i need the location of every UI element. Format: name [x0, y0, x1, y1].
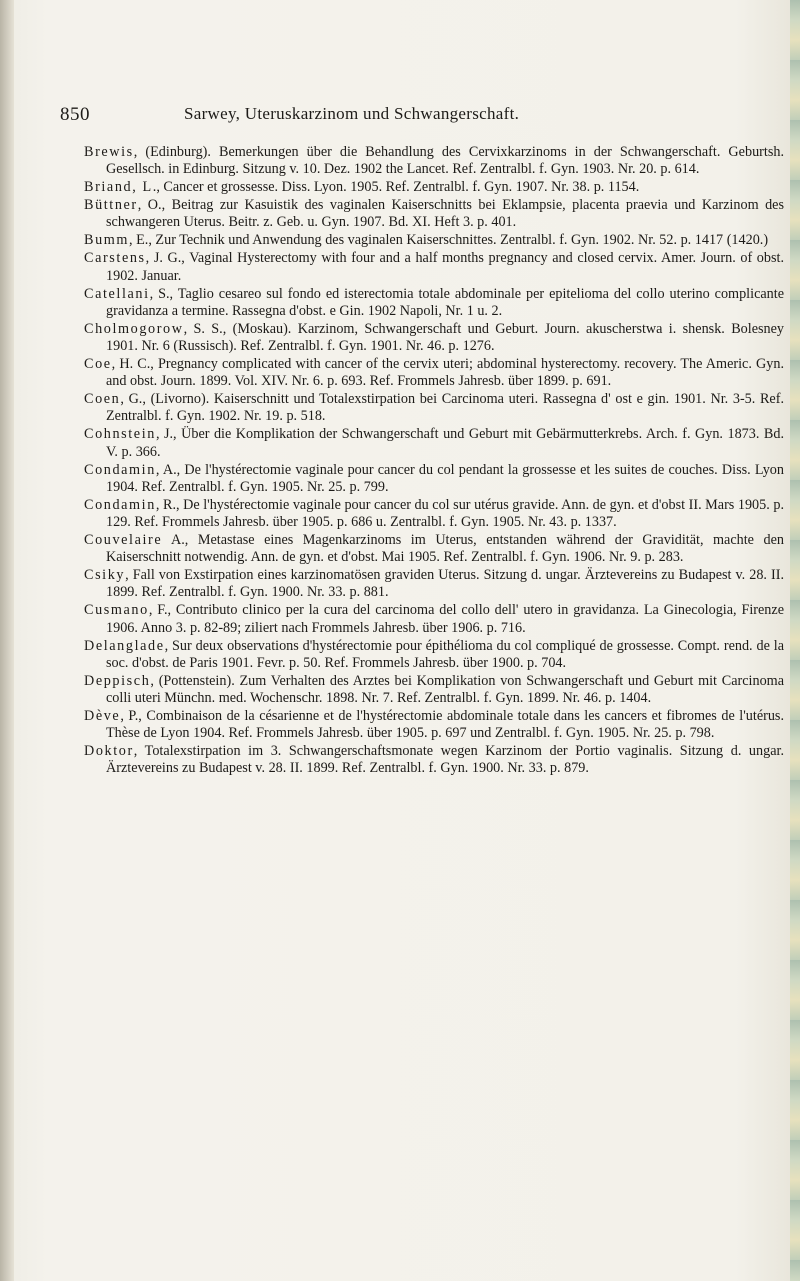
entry-text: , S., Taglio cesareo sul fondo ed isterectomia totale abdominale per epitelioma del collo uterino complicante gravidanza a termine. Rassegna d'obst. e Gin. 1902 Napoli, Nr. 1 u. 2. — [106, 285, 784, 319]
entry-text: , S. S., (Moskau). Karzinom, Schwangerschaft und Geburt. Journ. akuscherstwa i. shensk. Bolesney 1901. Nr. 6 (Russisch). Ref. Zentralbl. f. Gyn. 1901. Nr. 46. p. 1276. — [106, 320, 784, 355]
bibliography-entry — [84, 144, 784, 178]
bibliography-entry — [84, 356, 784, 390]
bibliography-entry — [84, 462, 784, 496]
entry-text: , Fall von Exstirpation eines karzinomatösen graviden Uterus. Sitzung d. ungar. Ärztevereins zu Budapest v. 28. II. 1899. Ref. Zentralbl. f. Gyn. 1900. Nr. 33. p. 881. — [106, 567, 784, 601]
bibliography-entry — [84, 197, 784, 231]
entry-text: , R., De l'hystérectomie vaginale pour cancer du col sur utérus gravide. Ann. de gyn. et d'obst II. Mars 1905. p. 129. Ref. Frommels Jahresb. über 1905. p. 686 u. Zentralbl. f. Gyn. 1905. Nr. 43. p. 1337. — [106, 496, 784, 531]
entry-author: Cusmano — [84, 602, 149, 619]
bibliography-entry — [84, 286, 784, 320]
entry-text: , O., Beitrag zur Kasuistik des vaginalen Kaiserschnitts bei Eklampsie, placenta praevia und Karzinom des schwangeren Uterus. Beitr. z. Geb. u. Gyn. 1907. Bd. XI. Heft 3. p. 401. — [106, 197, 784, 231]
bibliography-entry — [84, 426, 784, 460]
entry-author: Catellani — [84, 285, 150, 302]
entry-text: , A., De l'hystérectomie vaginale pour cancer du col pendant la grossesse et les suites de couches. Diss. Lyon 1904. Ref. Zentralbl. f. Gyn. 1905. Nr. 25. p. 799. — [106, 461, 784, 495]
entry-author: Brewis — [84, 144, 134, 160]
entry-text: , (Pottenstein). Zum Verhalten des Arztes bei Komplikation von Schwangerschaft und Geburt mit Carcinoma colli uteri Münchn. med. Wochenschr. 1898. Nr. 7. Ref. Zentralbl. f. Gyn. 1899. Nr. 46. p. 1404. — [106, 672, 784, 707]
bibliography-entry — [84, 567, 784, 601]
bibliography-list — [84, 144, 784, 778]
bibliography-entry — [84, 497, 784, 531]
bibliography-entry — [84, 673, 784, 707]
entry-text: ., Cancer et grossesse. Diss. Lyon. 1905. Ref. Zentralbl. f. Gyn. 1907. Nr. 38. p. 1154. — [152, 179, 640, 196]
entry-text: , J. G., Vaginal Hysterectomy with four and a half months pregnancy and closed cervix. Amer. Journ. of obst. 1902. Januar. — [106, 250, 784, 284]
page-header — [60, 104, 780, 128]
entry-author: Büttner — [84, 197, 138, 214]
entry-author: Bumm — [84, 232, 130, 249]
entry-author: Doktor — [84, 743, 134, 760]
bibliography-entry — [84, 708, 784, 742]
entry-author: Couvelaire — [84, 532, 163, 549]
entry-author: Carstens — [84, 250, 146, 267]
bibliography-entry — [84, 179, 784, 196]
entry-author: Briand, L — [84, 179, 153, 196]
entry-text: , H. C., Pregnancy complicated with cancer of the cervix uteri; abdominal hysterectomy. recovery. The Americ. Gyn. and obst. Journ. 1899. Vol. XIV. Nr. 6. p. 693. Ref. Frommels Jahresb. über 1899. p. 691. — [106, 356, 784, 390]
entry-text: , Totalexstirpation im 3. Schwangerschaftsmonate wegen Karzinom der Portio vaginalis. Sitzung d. ungar. Ärztevereins zu Budapest v. 28. II. 1899. Ref. Zentralbl. f. Gyn. 1900. Nr. 33. p. 879. — [106, 743, 784, 777]
bibliography-entry — [84, 391, 784, 425]
bibliography-entry — [84, 232, 784, 249]
page-binding — [0, 0, 14, 1281]
entry-text: , P., Combinaison de la césarienne et de l'hystérectomie abdominale totale dans les cancers et fibromes de l'utérus. Thèse de Lyon 1904. Ref. Frommels Jahresb. über 1905. p. 697 und Zentralbl. f. Gyn. 1905. Nr. 25. p. 798. — [106, 708, 784, 742]
entry-author: Csiky — [84, 567, 126, 584]
bibliography-entry — [84, 602, 784, 636]
entry-author: Deppisch — [84, 672, 151, 689]
entry-text: A., Metastase eines Magenkarzinoms im Uterus, entstanden während der Gravidität, machte den Kaiserschnitt notwendig. Ann. de gyn. et d'obst. Mai 1905. Ref. Zentralbl. f. Gyn. 1906. Nr. 9. p. 283. — [106, 532, 784, 566]
page-number: 850 — [60, 104, 90, 125]
bibliography-entry — [84, 250, 784, 284]
entry-author: Cohnstein — [84, 426, 156, 443]
entry-author: Coe — [84, 356, 112, 373]
bibliography-entry — [84, 743, 784, 777]
running-title: Sarwey, Uteruskarzinom und Schwangerschaft. — [184, 104, 520, 123]
entry-author: Condamin — [84, 461, 156, 478]
entry-author: Delanglade — [84, 637, 165, 654]
entry-author: Coen — [84, 391, 121, 408]
bibliography-entry — [84, 532, 784, 566]
entry-author: Condamin — [84, 496, 156, 513]
bibliography-entry — [84, 638, 784, 672]
entry-text: , F., Contributo clinico per la cura del carcinoma del collo dell' utero in gravidanza. La Ginecologia, Firenze 1906. Anno 3. p. 82-89; ziliert nach Frommels Jahresb. über 1906. p. 716. — [106, 602, 784, 636]
entry-text: , (Edinburg). Bemerkungen über die Behandlung des Cervixkarzinoms in der Schwangerschaft. Geburtsh. Gesellsch. in Edinburg. Sitzung v. 10. Dez. 1902 the Lancet. Ref. Zentralbl. f. Gyn. 1903. Nr. 20. p. 614. — [106, 144, 784, 178]
entry-text: , G., (Livorno). Kaiserschnitt und Totalexstirpation bei Carcinoma uteri. Rassegna d' ost e gin. 1901. Nr. 3-5. Ref. Zentralbl. f. Gyn. 1902. Nr. 19. p. 518. — [106, 391, 784, 425]
entry-text: , E., Zur Technik und Anwendung des vaginalen Kaiserschnittes. Zentralbl. f. Gyn. 1902. Nr. 52. p. 1417 (1420.) — [129, 232, 769, 249]
entry-author: Dève — [84, 708, 121, 725]
bibliography-entry — [84, 321, 784, 355]
entry-text: , Sur deux observations d'hystérectomie pour épithélioma du col compliqué de grossesse. Compt. rend. de la soc. d'obst. de Paris 1901. Fevr. p. 50. Ref. Frommels Jahresb. über 1900. p. 704. — [106, 637, 784, 671]
entry-text: , J., Über die Komplikation der Schwangerschaft und Geburt mit Gebärmutterkrebs. Arch. f. Gyn. 1873. Bd. V. p. 366. — [106, 426, 784, 460]
page-edge-strip — [790, 0, 800, 1281]
entry-author: Cholmogorow — [84, 320, 184, 337]
